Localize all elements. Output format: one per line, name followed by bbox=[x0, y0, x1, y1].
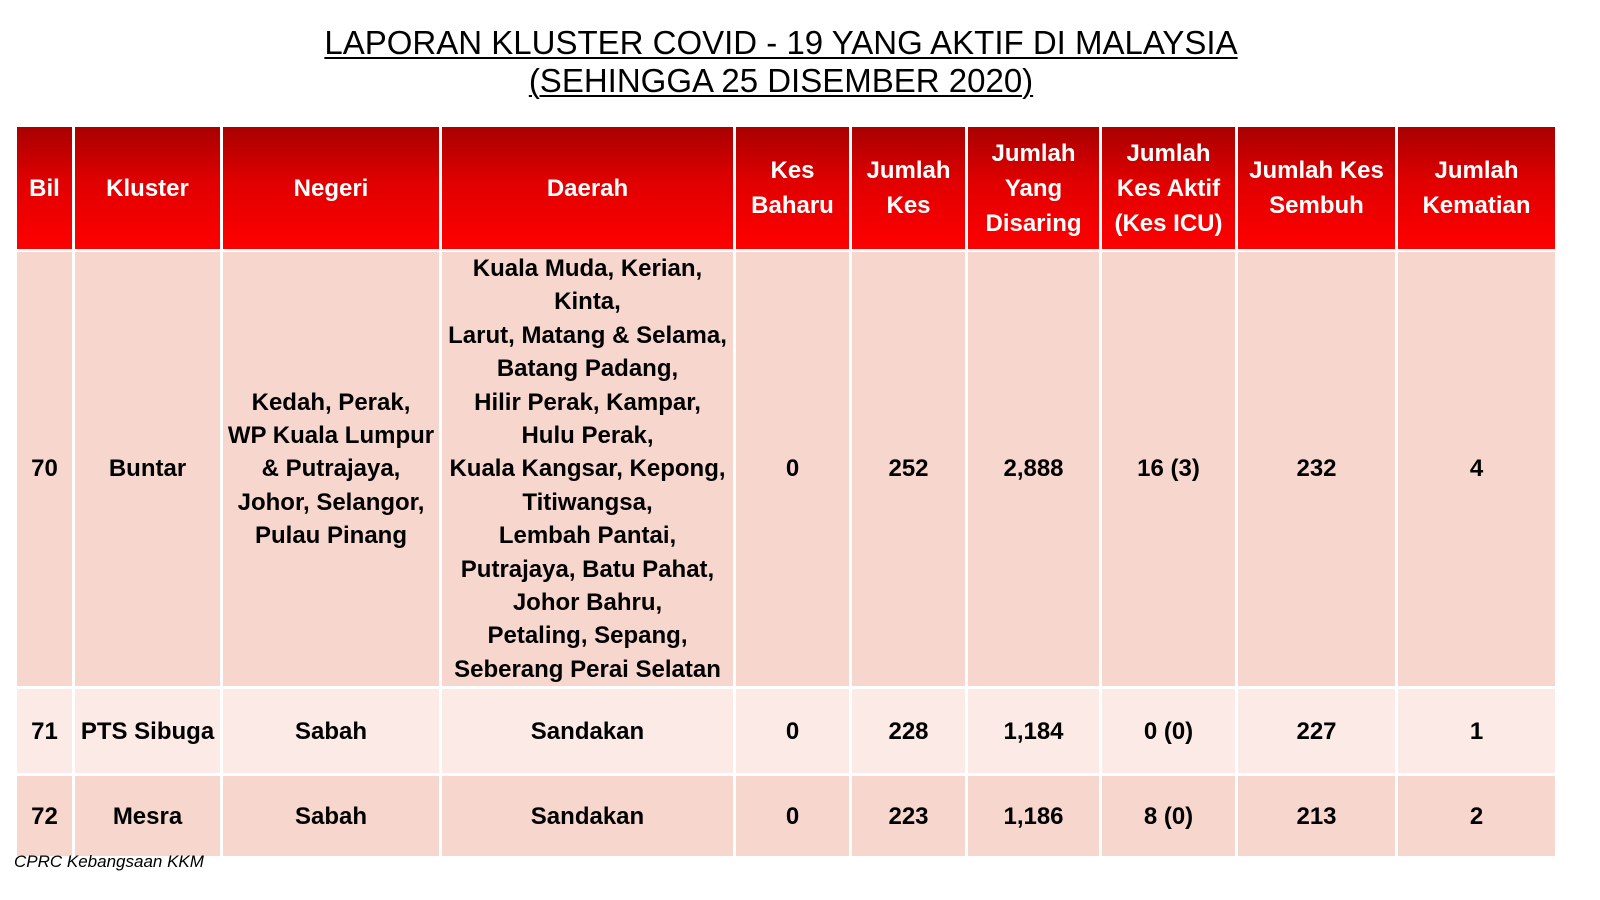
header-kes-baharu: Kes Baharu bbox=[736, 127, 849, 249]
negeri-line: WP Kuala Lumpur bbox=[227, 422, 435, 450]
report-title-line-1: LAPORAN KLUSTER COVID - 19 YANG AKTIF DI MALAYSIA bbox=[324, 24, 1238, 61]
daerah-line: Seberang Perai Selatan bbox=[454, 655, 721, 683]
table-row bbox=[17, 252, 1555, 686]
header-daerah: Daerah bbox=[442, 127, 733, 249]
daerah-line: Titiwangsa, bbox=[522, 488, 653, 516]
cell-jumlah-kes-sembuh: 232 bbox=[1238, 252, 1395, 686]
header-jumlah-disaring: Jumlah Yang Disaring bbox=[968, 127, 1099, 249]
table-header-row bbox=[17, 127, 1555, 249]
cell-jumlah-disaring: 1,186 bbox=[968, 776, 1099, 856]
header-jumlah-kes: Jumlah Kes bbox=[852, 127, 965, 249]
cell-kluster: PTS Sibuga bbox=[75, 689, 220, 773]
cell-bil: 70 bbox=[17, 252, 72, 686]
cell-kes-baharu: 0 bbox=[736, 776, 849, 856]
cell-kes-baharu: 0 bbox=[736, 252, 849, 686]
cell-daerah: Sandakan bbox=[442, 776, 733, 856]
cell-jumlah-kes-aktif: 16 (3) bbox=[1102, 252, 1235, 686]
daerah-line: Kuala Kangsar, Kepong, bbox=[449, 455, 726, 483]
source-caption: CPRC Kebangsaan KKM bbox=[14, 852, 204, 871]
header-negeri: Negeri bbox=[223, 127, 439, 249]
cell-jumlah-kematian: 4 bbox=[1398, 252, 1555, 686]
header-jumlah-kes-aktif: Jumlah Kes Aktif (Kes ICU) bbox=[1102, 127, 1235, 249]
daerah-line: Johor Bahru, bbox=[512, 589, 663, 617]
cell-jumlah-kes-sembuh: 227 bbox=[1238, 689, 1395, 773]
cell-jumlah-kes-aktif: 8 (0) bbox=[1102, 776, 1235, 856]
cell-daerah bbox=[442, 252, 733, 686]
cell-kluster: Buntar bbox=[75, 252, 220, 686]
table-row bbox=[17, 776, 1555, 856]
cell-jumlah-disaring: 1,184 bbox=[968, 689, 1099, 773]
cell-bil: 72 bbox=[17, 776, 72, 856]
header-jumlah-kes-sembuh: Jumlah Kes Sembuh bbox=[1238, 127, 1395, 249]
cell-jumlah-kematian: 2 bbox=[1398, 776, 1555, 856]
daerah-line: Kinta, bbox=[554, 288, 621, 316]
daerah-line: Hulu Perak, bbox=[521, 422, 654, 450]
daerah-line: Kuala Muda, Kerian, bbox=[472, 255, 703, 282]
cell-jumlah-disaring: 2,888 bbox=[968, 252, 1099, 686]
header-bil: Bil bbox=[17, 127, 72, 249]
report-title bbox=[0, 24, 1562, 100]
daerah-line: Batang Padang, bbox=[496, 355, 679, 383]
cell-kes-baharu: 0 bbox=[736, 689, 849, 773]
negeri-line: Kedah, Perak, bbox=[251, 388, 411, 416]
daerah-line: Putrajaya, Batu Pahat, bbox=[460, 555, 715, 583]
negeri-line: Pulau Pinang bbox=[254, 522, 407, 550]
daerah-line: Larut, Matang & Selama, bbox=[448, 321, 727, 349]
cell-jumlah-kes: 228 bbox=[852, 689, 965, 773]
header-kluster: Kluster bbox=[75, 127, 220, 249]
cell-bil: 71 bbox=[17, 689, 72, 773]
daerah-line: Lembah Pantai, bbox=[498, 522, 677, 550]
cell-kluster: Mesra bbox=[75, 776, 220, 856]
cell-negeri bbox=[223, 252, 439, 686]
cell-negeri: Sabah bbox=[223, 689, 439, 773]
header-jumlah-kematian: Jumlah Kematian bbox=[1398, 127, 1555, 249]
negeri-line: Johor, Selangor, bbox=[237, 488, 425, 516]
cell-negeri: Sabah bbox=[223, 776, 439, 856]
cell-daerah: Sandakan bbox=[442, 689, 733, 773]
table-row bbox=[17, 689, 1555, 773]
cell-jumlah-kes-sembuh: 213 bbox=[1238, 776, 1395, 856]
cell-jumlah-kematian: 1 bbox=[1398, 689, 1555, 773]
cell-jumlah-kes-aktif: 0 (0) bbox=[1102, 689, 1235, 773]
cluster-table bbox=[14, 124, 1558, 859]
negeri-line: & Putrajaya, bbox=[261, 455, 401, 483]
cell-jumlah-kes: 223 bbox=[852, 776, 965, 856]
daerah-line: Hilir Perak, Kampar, bbox=[474, 388, 701, 416]
cell-jumlah-kes: 252 bbox=[852, 252, 965, 686]
daerah-line: Petaling, Sepang, bbox=[487, 622, 688, 650]
report-title-line-2: (SEHINGGA 25 DISEMBER 2020) bbox=[528, 62, 1034, 99]
